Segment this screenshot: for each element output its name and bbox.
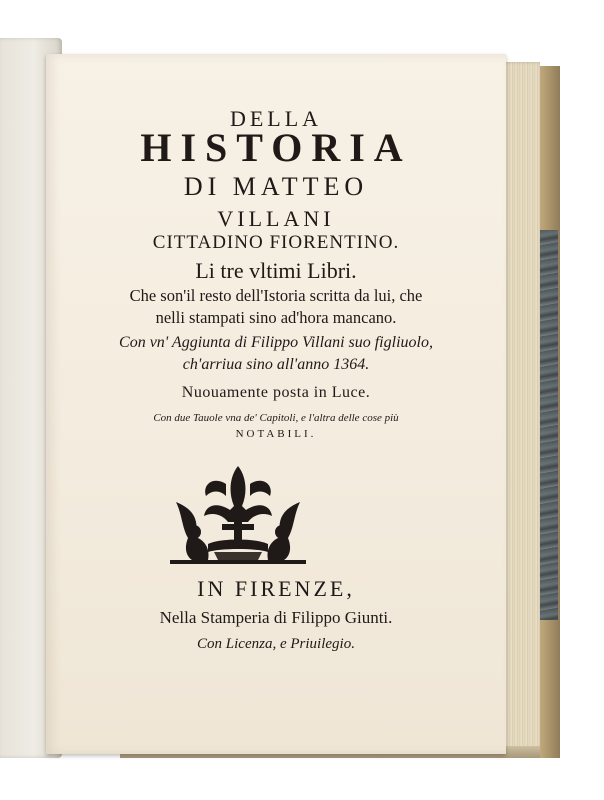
imprint-printer: Nella Stamperia di Filippo Giunti. <box>159 608 393 627</box>
title-line-notabili: NOTABILI. <box>235 428 317 440</box>
title-line-anno: ch'arriua sino all'anno 1364. <box>182 356 370 373</box>
title-line-luce: Nuouamente posta in Luce. <box>181 384 371 401</box>
printer-device-emblem <box>168 462 308 566</box>
title-line-cittadino: CITTADINO FIORENTINO. <box>152 232 400 253</box>
title-line-della: DELLA <box>229 106 323 131</box>
title-line-di-matteo: DI MATTEO <box>183 172 369 201</box>
imprint-city: IN FIRENZE, <box>197 576 355 601</box>
title-line-historia: HISTORIA <box>140 125 412 170</box>
title-line-villani: VILLANI <box>217 206 335 231</box>
title-page <box>46 54 506 754</box>
marbled-cover-paper <box>540 230 558 620</box>
title-line-libri: Li tre vltimi Libri. <box>195 258 357 283</box>
imprint-license: Con Licenza, e Priuilegio. <box>197 636 355 652</box>
title-line-aggiunta: Con vn' Aggiunta di Filippo Villani suo figliuolo, <box>119 334 433 351</box>
title-line-stampati: nelli stampati sino ad'hora mancano. <box>155 308 397 327</box>
title-line-tauole: Con due Tauole vna de' Capitoli, e l'altra delle cose più <box>153 412 399 424</box>
title-line-istoria: Che son'il resto dell'Istoria scritta da lui, che <box>129 286 423 305</box>
